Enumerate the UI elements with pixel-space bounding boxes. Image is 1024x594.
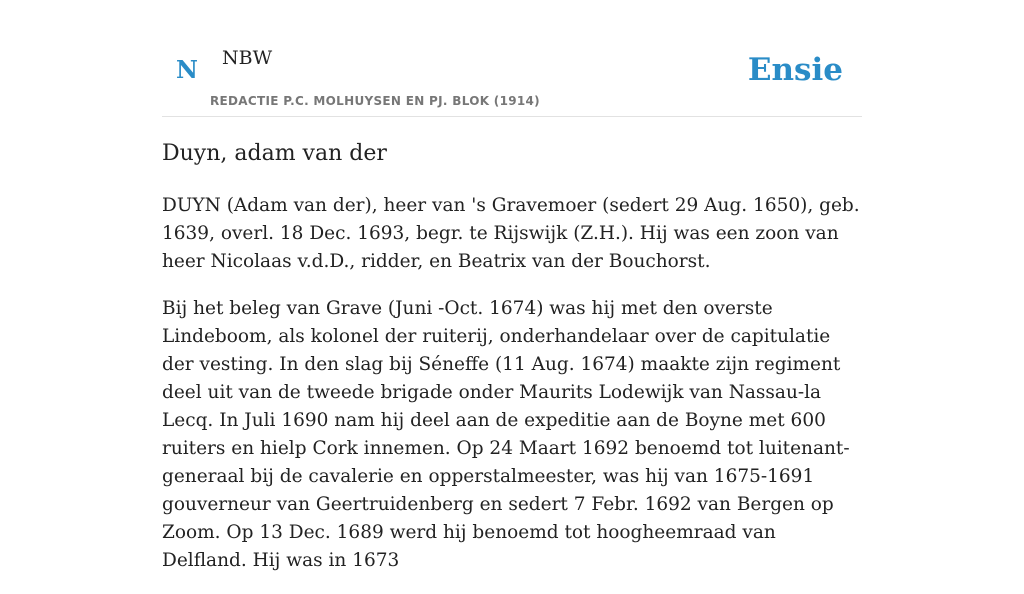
- entry-title: Duyn, adam van der: [162, 141, 387, 166]
- series-subtitle: REDACTIE P.C. MOLHUYSEN EN PJ. BLOK (1914): [210, 94, 540, 108]
- series-title[interactable]: NBW: [222, 47, 273, 69]
- nbw-logo-letter[interactable]: N: [176, 55, 198, 84]
- ensie-brand-link[interactable]: Ensie: [747, 52, 843, 88]
- entry-paragraph: Bij het beleg van Grave (Juni -Oct. 1674) was hij met den overste Lindeboom, als kolonel der ruiterij, onderhandelaar over de capitulatie der vesting. In den slag bij Séneffe (11 Aug. 1674) maakte zijn regiment deel uit van de tweede brigade onder Maurits Lodewijk van Nassau-la Lecq. In Juli 1690 nam hij deel aan de expeditie aan de Boyne met 600 ruiters en hielp Cork innemen. Op 24 Maart 1692 benoemd tot luitenant-generaal bij de cavalerie en opperstalmeester, was hij van 1675-1691 gouverneur van Geertruidenberg en sedert 7 Febr. 1692 van Bergen op Zoom. Op 13 Dec. 1689 werd hij benoemd tot hoogheemraad van Delfland. Hij was in 1673: [162, 298, 850, 571]
- entry-paragraph: DUYN (Adam van der), heer van 's Gravemoer (sedert 29 Aug. 1650), geb. 1639, overl. 18 Dec. 1693, begr. te Rijswijk (Z.H.). Hij was een zoon van heer Nicolaas v.d.D., ridder, en Beatrix van der Bouchorst.: [162, 195, 860, 272]
- header: [162, 0, 862, 117]
- entry-body: [162, 192, 862, 594]
